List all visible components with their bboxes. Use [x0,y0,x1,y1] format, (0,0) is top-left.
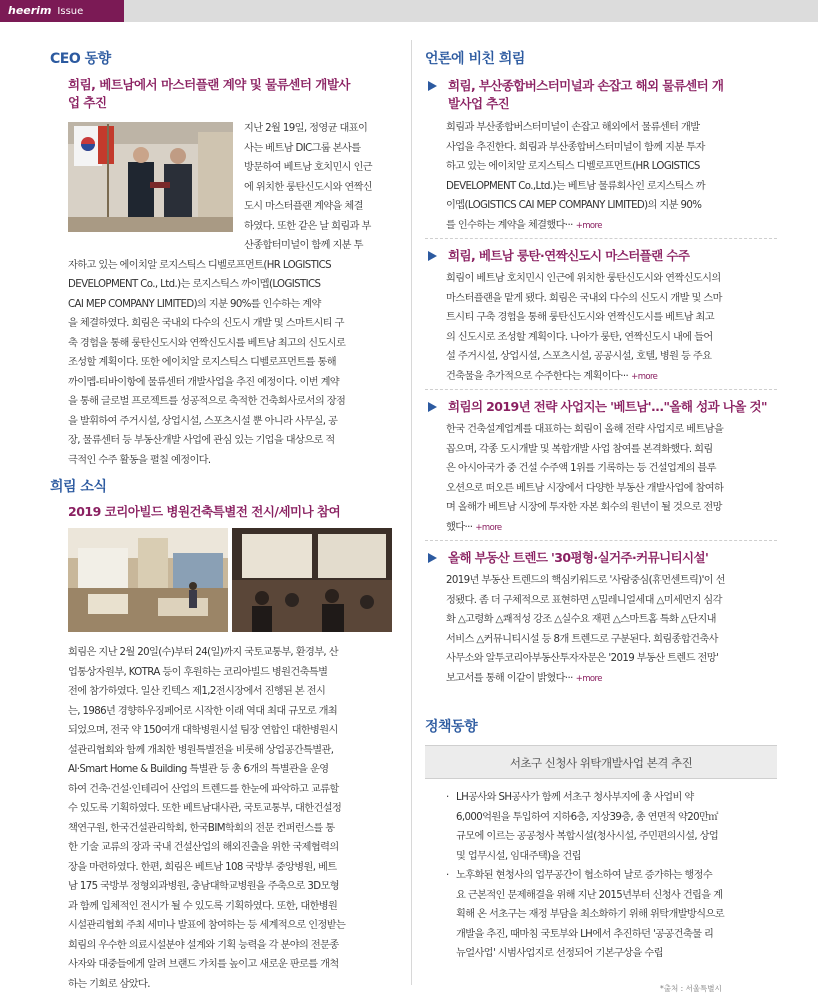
exhibition-photo-1 [68,528,228,632]
news-body-line: 하여 건축·건설·인테리어 산업의 트렌드를 한눈에 파악하고 교류할 [68,783,339,795]
policy-headline-box: 서초구 신청사 위탁개발사업 본격 추진 [425,745,777,779]
news-body-line: 책연구원, 한국건설관리학회, 한국BIM학회의 전문 컨퍼런스를 통 [68,822,335,834]
ceo-body-line: 극적인 수주 활동을 펼칠 예정이다. [68,454,211,466]
press-article-line: 이멥(LOGISTICS CAI MEP COMPANY LIMITED)의 지분 90% [446,200,702,211]
press-article-line: 사업을 추진한다. 희림과 부산종합버스터미널이 함께 지분 투자 [446,141,705,153]
bullet-dot-icon: · [446,870,449,881]
news-body-line: 희림은 지난 2월 20일(수)부터 24(일)까지 국토교통부, 환경부, 산 [68,647,338,658]
policy-bullet-line: 및 업무시설, 임대주택)을 건립 [456,850,581,862]
ceo-body-line: 을 체결하였다. 희림은 국내외 다수의 신도시 개발 및 스마트시티 구 [68,318,344,329]
top-bar [0,0,818,22]
triangle-bullet-icon [428,251,437,261]
issue-label: Issue [57,6,84,17]
ceo-wrap-line: 하였다. 또한 같은 날 희림과 부 [244,220,371,232]
news-body-line: 사자와 대중들에게 알려 브랜드 가치를 높이고 새로운 판로를 개척 [68,959,339,970]
policy-bullet-line: 규모에 이르는 공공청사 복합시설(청사시설, 주민편의시설, 상업 [456,831,719,842]
ceo-body-line: 자하고 있는 에이치알 로지스틱스 디벨로프먼트(HR LOGISTICS [68,259,332,271]
news-section-title: 희림 소식 [50,479,107,495]
news-body-line: 수 있도록 기획하였다. 또한 베트남대사관, 국토교통부, 대한건설정 [68,803,342,814]
ceo-body-line: 까이멥-티바이항에 물류센터 개발사업을 추진 예정이다. 이번 계약 [68,376,340,388]
ceo-body-line: CAI MEP COMPANY LIMITED)의 지분 90%를 인수하는 계약 [68,298,321,310]
ceo-body-line: DEVELOPMENT Co., Ltd.)는 로지스틱스 까이멥(LOGISTICS [68,279,321,290]
more-link[interactable]: +more [575,220,602,231]
ceo-headline-line-1: 희림, 베트남에서 마스터플랜 계약 및 물류센터 개발사 [68,77,351,92]
press-article-3-title[interactable] [428,398,767,416]
press-article-line: 2019년 부동산 트렌드의 핵심키워드로 '사람중심(휴먼센트릭)'이 선 [446,575,725,586]
triangle-bullet-icon [428,553,437,563]
ceo-body-line: 을 발휘하여 주거시설, 상업시설, 스포츠시설 뿐 아니라 사무실, 공 [68,415,338,427]
more-link[interactable]: +more [475,522,502,533]
policy-section-title: 정책동향 [425,719,478,735]
press-article-title-line: 희림, 베트남 룽탄·연짝신도시 마스터플랜 수주 [448,248,690,263]
press-article-title-line: 희림의 2019년 전략 사업지는 '베트남'..."올해 성과 나올 것" [448,399,767,414]
press-article-line: 한국 건축설계업계를 대표하는 희림이 올해 전략 사업지로 베트남을 [446,424,724,435]
news-body-line: 한 기술 교류의 장과 국내 건설산업의 해외진출을 위한 국제협력의 [68,842,339,853]
policy-bullet-line: 노후화된 현청사의 업무공간이 협소하여 날로 증가하는 행정수 [456,870,713,881]
news-body-line: AI·Smart Home & Building 특별관 등 총 6개의 특별관을 운영 [68,764,329,775]
news-body-line: 는, 1986년 경향하우징페어로 시작한 이래 역대 최대 규모로 개최 [68,705,338,717]
news-body-line: 설관리협회와 함께 개최한 병원특별전을 비롯해 상업공간특별관, [68,744,334,756]
policy-bullet-line: LH공사와 SH공사가 함께 서초구 청사부지에 총 사업비 약 [456,792,694,803]
seminar-illustration [232,528,392,632]
bullet-dot-icon: · [446,792,449,803]
press-article-last-text: 했다··· [446,521,473,533]
source-note: *출처 : 서울특별시 [660,984,722,993]
policy-bullet-line: 개발을 추진, 때마침 국토부와 LH에서 추진하던 '공공건축물 리 [456,928,714,940]
news-body-line: 하는 기회로 삼았다. [68,978,150,990]
press-section-title: 언론에 비친 희림 [425,51,525,67]
press-article-last-text: 건축물을 추가적으로 수주한다는 계획이다··· [446,370,629,382]
signing-ceremony-illustration [68,122,233,232]
press-article-line: 희림과 부산종합버스터미널이 손잡고 해외에서 물류센터 개발 [446,122,700,133]
news-body-line: 시설관리협회 주최 세미나 발표에 참여하는 등 세계적으로 인정받는 [68,920,346,931]
press-article-last-text: 보고서를 통해 이같이 밝혔다··· [446,672,573,684]
press-article-line [446,518,502,539]
press-article-line: 설 주거시설, 상업시설, 스포츠시설, 공공시설, 호텔, 병원 등 주요 [446,351,712,362]
ceo-wrap-line: 방문하여 베트남 호치민시 인근 [244,162,373,173]
ceo-wrap-line: 도시 마스터플랜 계약을 체결 [244,201,363,212]
signing-ceremony-photo [68,122,233,232]
press-article-line: 하고 있는 에이치알 로지스틱스 디벨로프먼트(HR LOGISTICS [446,161,700,172]
policy-bullet-line: 6,000억원을 투입하여 지하6층, 지상39층, 총 연면적 약20만㎡ [456,811,718,823]
news-body-line: 남 175 국방부 정형외과병원, 충남대학교병원을 주축으로 3D모형 [68,881,340,892]
press-article-last-text: 를 인수하는 계약을 체결했다··· [446,219,573,231]
news-body-line: 과 함께 입체적인 전시가 될 수 있도록 기획하였다. 또한, 대한병원 [68,900,338,912]
news-body-line: 되었으며, 전국 약 150여개 대학병원시설 팀장 연합인 대한병원시 [68,725,338,736]
dashed-divider [425,238,777,239]
press-article-2-title[interactable] [428,247,689,265]
news-body-line: 전에 참가하였다. 일산 킨텍스 제1,2전시장에서 진행된 본 전시 [68,686,326,697]
more-link[interactable]: +more [631,371,658,382]
more-link[interactable]: +more [575,673,602,684]
press-article-line: DEVELOPMENT Co.,Ltd.)는 베트남 물류회사인 로지스틱스 까 [446,180,706,192]
brand-logo: heerim [8,4,52,17]
ceo-body-line: 을 통해 글로벌 프로젝트를 성공적으로 축적한 건축회사로서의 장점 [68,396,346,407]
press-article-title-line: 올해 부동산 트렌드 '30평형·실거주·커뮤니티시설' [448,550,709,565]
exhibition-photo-2 [232,528,392,632]
press-article-line [446,216,602,237]
policy-bullet-1 [446,788,781,866]
ceo-wrap-line: 사는 베트남 DIC그룹 본사를 [244,142,361,154]
ceo-section-title: CEO 동향 [50,51,111,67]
ceo-wrap-line: 에 위치한 룽탄신도시와 연짝신 [244,181,373,193]
press-article-line: 화 △고령화 △쾌적성 강조 △실수요 재편 △스마트홈 특화 △단지내 [446,614,716,625]
press-article-line: 서비스 △커뮤니티시설 등 8개 트렌드로 구분된다. 희림종합건축사 [446,633,718,645]
ceo-body-line: 장, 물류센터 등 부동산개발 사업에 관심 있는 기업을 대상으로 적 [68,435,335,446]
press-article-line: 의 신도시로 조성할 계획이다. 나아가 룽탄, 연짝신도시 내에 들어 [446,331,713,343]
dashed-divider [425,389,777,390]
press-article-line: 정됐다. 좀 더 구체적으로 표현하면 △밀레니얼세대 △미세먼지 심각 [446,594,722,606]
press-article-line: 희림이 베트남 호치민시 인근에 위치한 룽탄신도시와 연짝신도시의 [446,273,721,284]
triangle-bullet-icon [428,402,437,412]
press-article-line: 트시티 구축 경험을 통해 룽탄신도시와 연짝신도시를 베트남 최고 [446,312,714,323]
news-body-line: 장을 마련하였다. 한편, 희림은 베트남 108 국방부 중앙병원, 베트 [68,861,337,873]
press-article-line: 꼽으며, 각종 도시개발 및 복합개발 사업 참여를 본격화했다. 희림 [446,443,713,455]
press-article-line: 은 아시아국가 중 건설 수주액 1위를 기록하는 등 건설업계의 블루 [446,463,716,474]
ceo-body-line: 조성할 계획이다. 또한 에이치알 로지스틱스 디벨로프먼트를 통해 [68,357,336,368]
news-headline: 2019 코리아빌드 병원건축특별전 전시/세미나 참여 [68,504,341,519]
press-article-line: 며 올해가 베트남 시장에 투자한 자본 회수의 원년이 될 것으로 전망 [446,502,722,513]
press-article-line: 오션으로 떠오른 베트남 시장에서 다양한 부동산 개발사업에 참여하 [446,482,724,494]
column-divider [411,40,412,985]
press-article-line: 사무소와 알투코리아부동산투자자문은 '2019 부동산 트렌드 전망' [446,653,719,664]
press-article-title-line: 희림, 부산종합버스터미널과 손잡고 해외 물류센터 개 [448,78,724,93]
news-body-line: 희림의 우수한 의료시설분야 설계와 기획 능력을 각 분야의 전문종 [68,939,339,951]
dashed-divider [425,540,777,541]
press-article-4-title[interactable] [428,549,708,567]
policy-bullet-2 [446,866,781,964]
policy-bullet-line: 뉴얼사업' 시범사업지로 선정되어 기본구상을 수립 [456,948,663,959]
press-article-line [446,367,657,388]
press-article-1-title[interactable] [428,77,723,113]
policy-bullet-line: 획해 온 서초구는 재정 부담을 최소화하기 위해 위탁개발방식으로 [456,909,724,920]
ceo-headline-line-2: 업 추진 [68,95,107,110]
press-article-line: 마스터플랜을 맡게 됐다. 희림은 국내외 다수의 신도시 개발 및 스마 [446,292,722,304]
press-article-title-line: 발사업 추진 [448,96,510,111]
ceo-wrap-line: 지난 2월 19일, 정영균 대표이 [244,123,368,134]
news-body-line: 업통상자원부, KOTRA 등이 후원하는 코리아빌드 병원건축특별 [68,666,328,678]
ceo-body-line: 축 경험을 통해 룽탄신도시와 연짝신도시를 베트남 최고의 신도시로 [68,337,346,349]
exhibition-hall-illustration [68,528,228,632]
policy-bullet-line: 요 근본적인 문제해결을 위해 지난 2015년부터 신청사 건립을 계 [456,889,723,901]
ceo-wrap-line: 산종합터미널이 함께 지분 투 [244,240,363,251]
triangle-bullet-icon [428,81,437,91]
brand-tab [0,0,124,22]
press-article-line [446,669,602,690]
